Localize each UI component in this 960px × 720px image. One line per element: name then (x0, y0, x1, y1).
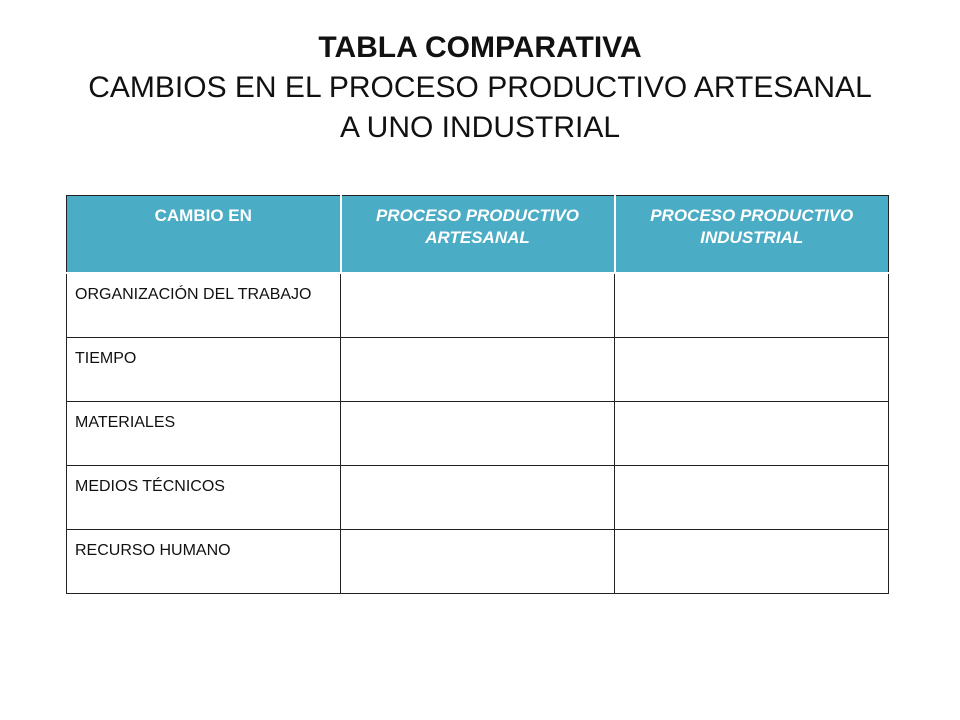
comparison-table (66, 195, 889, 594)
table-row (67, 273, 889, 338)
cell-artesanal[interactable] (341, 402, 615, 466)
cell-artesanal[interactable] (341, 530, 615, 594)
page-title: TABLA COMPARATIVA (318, 31, 642, 64)
page-subtitle-line2: A UNO INDUSTRIAL (339, 111, 621, 144)
cell-artesanal[interactable] (341, 338, 615, 402)
table-row (67, 402, 889, 466)
cell-artesanal[interactable] (341, 466, 615, 530)
header-cambio-en: CAMBIO EN (67, 196, 341, 273)
cell-artesanal[interactable] (341, 273, 615, 338)
cell-industrial[interactable] (615, 466, 889, 530)
cell-industrial[interactable] (615, 402, 889, 466)
cell-industrial[interactable] (615, 530, 889, 594)
title-block (0, 28, 960, 148)
row-label: ORGANIZACIÓN DEL TRABAJO (67, 273, 341, 338)
page-subtitle-line1: CAMBIOS EN EL PROCESO PRODUCTIVO ARTESANAL (88, 71, 872, 104)
table-row (67, 530, 889, 594)
table-header-row (67, 196, 889, 273)
header-proceso-artesanal: PROCESO PRODUCTIVO ARTESANAL (341, 196, 615, 273)
cell-industrial[interactable] (615, 338, 889, 402)
cell-industrial[interactable] (615, 273, 889, 338)
row-label: TIEMPO (67, 338, 341, 402)
header-proceso-industrial: PROCESO PRODUCTIVO INDUSTRIAL (615, 196, 889, 273)
table-row (67, 466, 889, 530)
row-label: RECURSO HUMANO (67, 530, 341, 594)
table-row (67, 338, 889, 402)
row-label: MATERIALES (67, 402, 341, 466)
row-label: MEDIOS TÉCNICOS (67, 466, 341, 530)
